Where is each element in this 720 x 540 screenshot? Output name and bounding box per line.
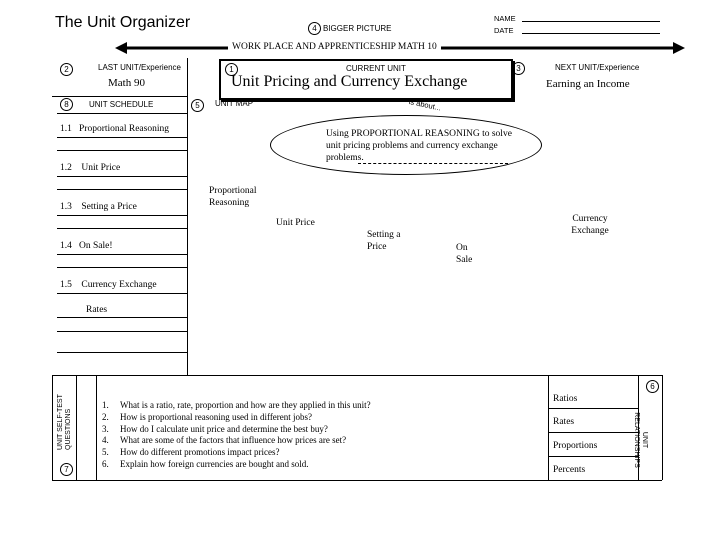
schedule-rule — [57, 150, 187, 151]
next-unit-number: 3 — [512, 62, 525, 75]
relationship-rule — [548, 456, 638, 457]
schedule-item-3: 1.3 Setting a Price — [60, 202, 137, 212]
center-dashed-line — [358, 163, 508, 164]
bottom-right-border — [662, 375, 663, 480]
relationship-item: Rates — [553, 417, 575, 427]
date-label: DATE — [494, 26, 514, 35]
self-test-question: 5. How do different promotions impact prices? — [102, 447, 280, 458]
schedule-rule — [57, 189, 187, 190]
self-test-question: 1. What is a ratio, rate, proportion and how are they applied in this unit? — [102, 400, 371, 410]
schedule-rule — [57, 352, 187, 353]
schedule-line — [57, 113, 187, 114]
self-test-question: 6. Explain how foreign currencies are bought and sold. — [102, 458, 309, 469]
node-on-sale: On Sale — [456, 243, 473, 265]
schedule-rule — [57, 254, 187, 255]
schedule-rule — [57, 137, 187, 138]
relationships-label: UNIT RELATIONSHIPS — [633, 412, 648, 468]
schedule-rule — [57, 293, 187, 294]
self-test-question: 3. How do I calculate unit price and determine the best buy? — [102, 423, 328, 434]
next-unit-value: Earning an Income — [546, 78, 630, 90]
bigger-picture-number: 4 — [308, 22, 321, 35]
bottom-left-border — [52, 375, 53, 480]
self-test-question: 2. How is proportional reasoning used in different jobs? — [102, 411, 313, 422]
schedule-item-4: 1.4 On Sale! — [60, 241, 113, 251]
schedule-item-1: 1.1 Proportional Reasoning — [60, 124, 169, 134]
last-unit-value: Math 90 — [108, 77, 145, 89]
schedule-rule — [57, 331, 187, 332]
bigger-picture-text: WORK PLACE AND APPRENTICESHIP MATH 10 — [228, 42, 441, 52]
node-proportional-reasoning: Proportional Reasoning — [209, 186, 257, 208]
schedule-rule — [57, 228, 187, 229]
relationship-rule — [548, 432, 638, 433]
page-title: The Unit Organizer — [55, 14, 191, 31]
last-unit-label: LAST UNIT/Experience — [98, 63, 181, 72]
node-unit-price: Unit Price — [276, 218, 315, 228]
schedule-divider — [187, 96, 188, 375]
relationships-number: 6 — [646, 380, 659, 393]
self-test-question: 4. What are some of the factors that influence how prices are set? — [102, 435, 347, 446]
relationship-item: Percents — [553, 465, 586, 475]
self-test-question-list — [102, 400, 371, 471]
unit-map-number: 5 — [191, 99, 204, 112]
schedule-item-5: 1.5 Currency Exchange — [60, 280, 157, 290]
schedule-rule — [57, 176, 187, 177]
unit-map-label: UNIT MAP — [215, 99, 254, 108]
bottom-section-bottom — [52, 480, 662, 481]
name-label: NAME — [494, 14, 516, 23]
self-test-label-divider — [76, 375, 77, 480]
self-test-divider — [96, 375, 97, 480]
schedule-rule — [57, 267, 187, 268]
schedule-number: 8 — [60, 98, 73, 111]
next-unit-label: NEXT UNIT/Experience — [555, 63, 640, 72]
schedule-rule — [57, 215, 187, 216]
unit-map-center-text: Using PROPORTIONAL REASONING to solve unit pricing problems and currency exchange problems. — [326, 129, 512, 163]
relationships-divider — [548, 375, 549, 480]
current-unit-value: Unit Pricing and Currency Exchange — [231, 73, 468, 90]
bigger-picture-label: BIGGER PICTURE — [323, 24, 392, 33]
bottom-section-top — [52, 375, 662, 376]
schedule-label: UNIT SCHEDULE — [89, 100, 154, 109]
schedule-rule — [57, 317, 187, 318]
is-about-label: is about... — [408, 97, 442, 113]
relationship-rule — [548, 408, 638, 409]
self-test-number: 7 — [60, 463, 73, 476]
current-unit-number: 1 — [225, 63, 238, 76]
relationship-item: Ratios — [553, 394, 578, 404]
relationship-item: Proportions — [553, 441, 598, 451]
date-line[interactable] — [522, 33, 660, 34]
schedule-item-2: 1.2 Unit Price — [60, 163, 121, 173]
name-line[interactable] — [522, 21, 660, 22]
node-currency-exchange: Currency Exchange — [571, 214, 609, 236]
node-setting-a-price: Setting a Price — [367, 230, 401, 252]
self-test-label: UNIT SELF-TEST QUESTIONS — [57, 394, 72, 450]
current-unit-label: CURRENT UNIT — [346, 64, 406, 73]
last-unit-number: 2 — [60, 63, 73, 76]
schedule-item-6: Rates — [86, 305, 108, 315]
